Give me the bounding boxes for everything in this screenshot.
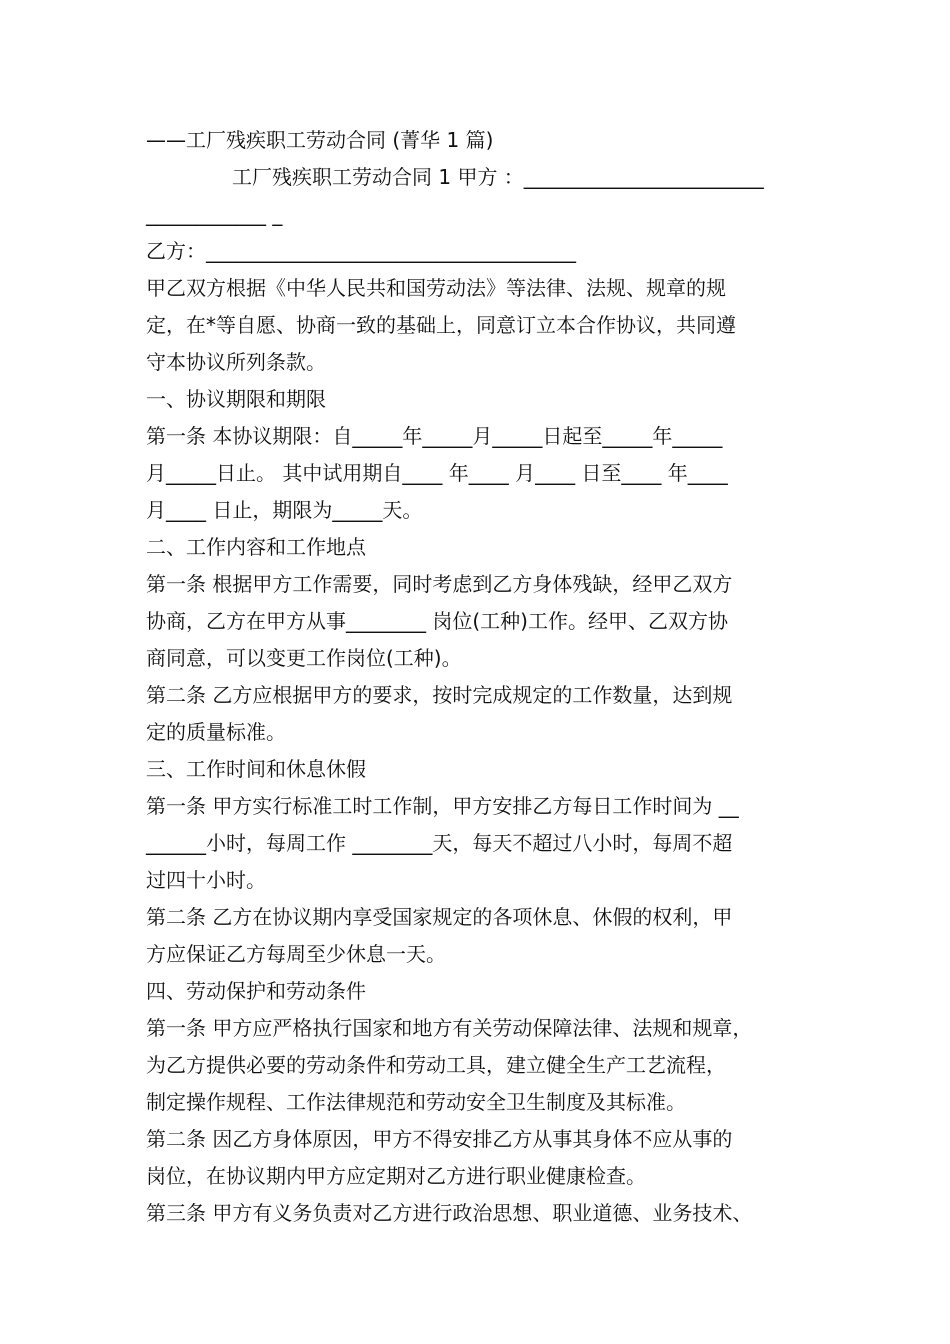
- text-line: 方应保证乙方每周至少休息一天。: [146, 942, 446, 966]
- text-line: 甲乙双方根据《中华人民共和国劳动法》等法律、法规、规章的规: [146, 276, 726, 300]
- section-heading: 一、协议期限和期限: [146, 387, 326, 411]
- text-line: 第一条 根据甲方工作需要，同时考虑到乙方身体残缺，经甲乙双方: [146, 572, 733, 596]
- text-line: 制定操作规程、工作法律规范和劳动安全卫生制度及其标准。: [146, 1090, 686, 1114]
- text-line: 第二条 乙方在协议期内享受国家规定的各项休息、休假的权利，甲: [146, 905, 733, 929]
- text-line: 岗位，在协议期内甲方应定期对乙方进行职业健康检查。: [146, 1164, 646, 1188]
- text-line: 过四十小时。: [146, 868, 266, 892]
- text-line: 第三条 甲方有义务负责对乙方进行政治思想、职业道德、业务技术、: [146, 1201, 753, 1225]
- text-line: 第一条 本协议期限：自_____年_____月_____日起至_____年_____: [146, 424, 723, 448]
- text-line: 第一条 甲方实行标准工时工作制，甲方安排乙方每日工作时间为 __: [146, 794, 739, 818]
- text-line: 第二条 因乙方身体原因，甲方不得安排乙方从事其身体不应从事的: [146, 1127, 733, 1151]
- text-line: 第一条 甲方应严格执行国家和地方有关劳动保障法律、法规和规章，: [146, 1016, 753, 1040]
- text-line: 月____ 日止，期限为_____天。: [146, 498, 423, 522]
- doc-subtitle-party-a: 工厂残疾职工劳动合同 1 甲方 ：________________________: [232, 165, 764, 189]
- text-line: 为乙方提供必要的劳动条件和劳动工具，建立健全生产工艺流程，: [146, 1053, 726, 1077]
- text-line: 商同意，可以变更工作岗位(工种)。: [146, 646, 462, 670]
- text-line: 定的质量标准。: [146, 720, 286, 744]
- doc-title: ——工厂残疾职工劳动合同 (菁华 1 篇): [146, 128, 494, 152]
- text-line: 月_____日止。 其中试用期自____ 年____ 月____ 日至____ 年____: [146, 461, 728, 485]
- text-line: 协商，乙方在甲方从事________ 岗位(工种)工作。经甲、乙双方协: [146, 609, 728, 633]
- party-b-line: 乙方：_____________________________________: [146, 239, 576, 263]
- text-line: 第二条 乙方应根据甲方的要求，按时完成规定的工作数量，达到规: [146, 683, 733, 707]
- document-body: [146, 122, 816, 1232]
- section-heading: 四、劳动保护和劳动条件: [146, 979, 366, 1003]
- text-line: ______小时，每周工作 ________天，每天不超过八小时，每周不超: [146, 831, 733, 855]
- section-heading: 三、工作时间和休息休假: [146, 757, 366, 781]
- text-line: 定，在*等自愿、协商一致的基础上，同意订立本合作协议，共同遵: [146, 313, 736, 337]
- text-line: ____________ _: [146, 202, 283, 226]
- text-line: 守本协议所列条款。: [146, 350, 326, 374]
- section-heading: 二、工作内容和工作地点: [146, 535, 366, 559]
